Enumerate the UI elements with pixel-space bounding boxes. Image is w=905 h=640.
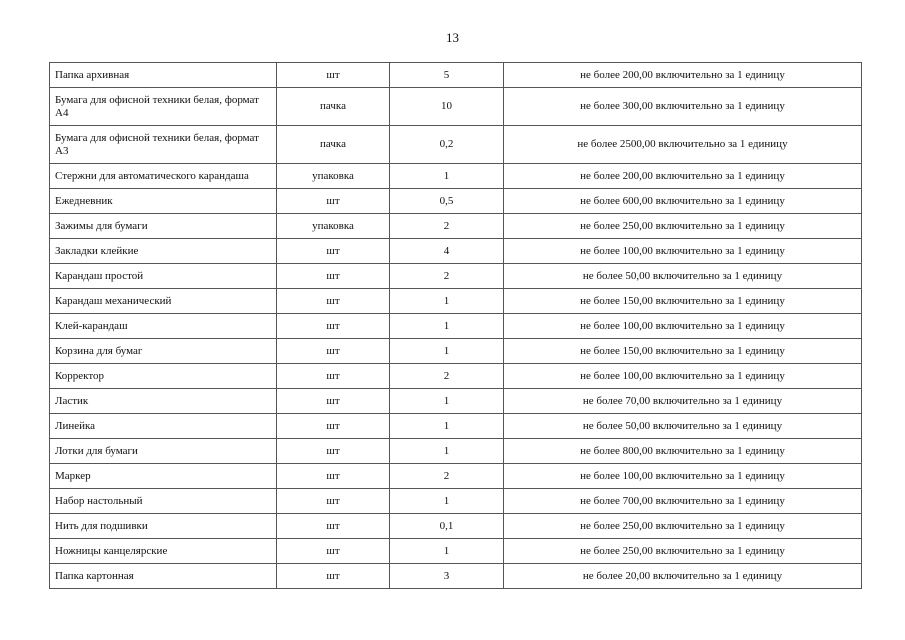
quantity-cell: 1 [390, 489, 504, 514]
supplies-table [49, 62, 862, 589]
table-row [50, 514, 862, 539]
unit-cell: шт [277, 564, 390, 589]
price-limit-cell: не более 250,00 включительно за 1 единицу [504, 539, 862, 564]
price-limit-cell: не более 200,00 включительно за 1 единицу [504, 164, 862, 189]
unit-cell: шт [277, 63, 390, 88]
item-name-cell: Ножницы канцелярские [50, 539, 277, 564]
unit-cell: шт [277, 539, 390, 564]
item-name-cell: Маркер [50, 464, 277, 489]
table-row [50, 264, 862, 289]
table-row [50, 414, 862, 439]
table-row [50, 164, 862, 189]
unit-cell: шт [277, 489, 390, 514]
unit-cell: шт [277, 314, 390, 339]
item-name-cell: Клей-карандаш [50, 314, 277, 339]
quantity-cell: 2 [390, 464, 504, 489]
item-name-cell: Набор настольный [50, 489, 277, 514]
quantity-cell: 0,1 [390, 514, 504, 539]
unit-cell: шт [277, 239, 390, 264]
item-name-cell: Ластик [50, 389, 277, 414]
item-name-cell: Зажимы для бумаги [50, 214, 277, 239]
quantity-cell: 2 [390, 264, 504, 289]
item-name-cell: Нить для подшивки [50, 514, 277, 539]
item-name-cell: Ежедневник [50, 189, 277, 214]
unit-cell: шт [277, 414, 390, 439]
quantity-cell: 0,2 [390, 126, 504, 164]
table-row [50, 214, 862, 239]
table-row [50, 489, 862, 514]
item-name-cell: Стержни для автоматического карандаша [50, 164, 277, 189]
item-name-cell: Бумага для офисной техники белая, формат А3 [50, 126, 277, 164]
unit-cell: пачка [277, 88, 390, 126]
price-limit-cell: не более 250,00 включительно за 1 единицу [504, 514, 862, 539]
quantity-cell: 10 [390, 88, 504, 126]
quantity-cell: 1 [390, 314, 504, 339]
quantity-cell: 1 [390, 539, 504, 564]
price-limit-cell: не более 100,00 включительно за 1 единицу [504, 464, 862, 489]
item-name-cell: Бумага для офисной техники белая, формат А4 [50, 88, 277, 126]
price-limit-cell: не более 600,00 включительно за 1 единицу [504, 189, 862, 214]
unit-cell: упаковка [277, 164, 390, 189]
unit-cell: шт [277, 439, 390, 464]
table-row [50, 239, 862, 264]
quantity-cell: 1 [390, 339, 504, 364]
unit-cell: шт [277, 514, 390, 539]
item-name-cell: Лотки для бумаги [50, 439, 277, 464]
table-row [50, 539, 862, 564]
table-row [50, 464, 862, 489]
table-row [50, 564, 862, 589]
table-row [50, 189, 862, 214]
quantity-cell: 1 [390, 164, 504, 189]
table-row [50, 439, 862, 464]
unit-cell: шт [277, 264, 390, 289]
unit-cell: пачка [277, 126, 390, 164]
table-row [50, 63, 862, 88]
item-name-cell: Корректор [50, 364, 277, 389]
quantity-cell: 5 [390, 63, 504, 88]
item-name-cell: Закладки клейкие [50, 239, 277, 264]
table-row [50, 389, 862, 414]
price-limit-cell: не более 100,00 включительно за 1 единицу [504, 239, 862, 264]
price-limit-cell: не более 700,00 включительно за 1 единицу [504, 489, 862, 514]
unit-cell: шт [277, 289, 390, 314]
price-limit-cell: не более 20,00 включительно за 1 единицу [504, 564, 862, 589]
unit-cell: шт [277, 364, 390, 389]
quantity-cell: 2 [390, 214, 504, 239]
table-row [50, 314, 862, 339]
item-name-cell: Папка картонная [50, 564, 277, 589]
table-row [50, 88, 862, 126]
table-row [50, 289, 862, 314]
page-number: 13 [446, 30, 459, 45]
quantity-cell: 0,5 [390, 189, 504, 214]
unit-cell: шт [277, 189, 390, 214]
quantity-cell: 1 [390, 439, 504, 464]
price-limit-cell: не более 100,00 включительно за 1 единицу [504, 364, 862, 389]
price-limit-cell: не более 200,00 включительно за 1 единицу [504, 63, 862, 88]
table-row [50, 339, 862, 364]
unit-cell: шт [277, 389, 390, 414]
item-name-cell: Карандаш механический [50, 289, 277, 314]
item-name-cell: Корзина для бумаг [50, 339, 277, 364]
price-limit-cell: не более 250,00 включительно за 1 единицу [504, 214, 862, 239]
price-limit-cell: не более 800,00 включительно за 1 единицу [504, 439, 862, 464]
price-limit-cell: не более 300,00 включительно за 1 единицу [504, 88, 862, 126]
price-limit-cell: не более 150,00 включительно за 1 единицу [504, 339, 862, 364]
item-name-cell: Папка архивная [50, 63, 277, 88]
quantity-cell: 3 [390, 564, 504, 589]
unit-cell: упаковка [277, 214, 390, 239]
price-limit-cell: не более 100,00 включительно за 1 единицу [504, 314, 862, 339]
table-body [50, 63, 862, 589]
price-limit-cell: не более 2500,00 включительно за 1 единицу [504, 126, 862, 164]
quantity-cell: 1 [390, 389, 504, 414]
price-limit-cell: не более 70,00 включительно за 1 единицу [504, 389, 862, 414]
quantity-cell: 2 [390, 364, 504, 389]
price-limit-cell: не более 50,00 включительно за 1 единицу [504, 264, 862, 289]
price-limit-cell: не более 50,00 включительно за 1 единицу [504, 414, 862, 439]
quantity-cell: 1 [390, 289, 504, 314]
item-name-cell: Карандаш простой [50, 264, 277, 289]
unit-cell: шт [277, 464, 390, 489]
table-row [50, 364, 862, 389]
quantity-cell: 4 [390, 239, 504, 264]
price-limit-cell: не более 150,00 включительно за 1 единицу [504, 289, 862, 314]
item-name-cell: Линейка [50, 414, 277, 439]
unit-cell: шт [277, 339, 390, 364]
quantity-cell: 1 [390, 414, 504, 439]
table-row [50, 126, 862, 164]
